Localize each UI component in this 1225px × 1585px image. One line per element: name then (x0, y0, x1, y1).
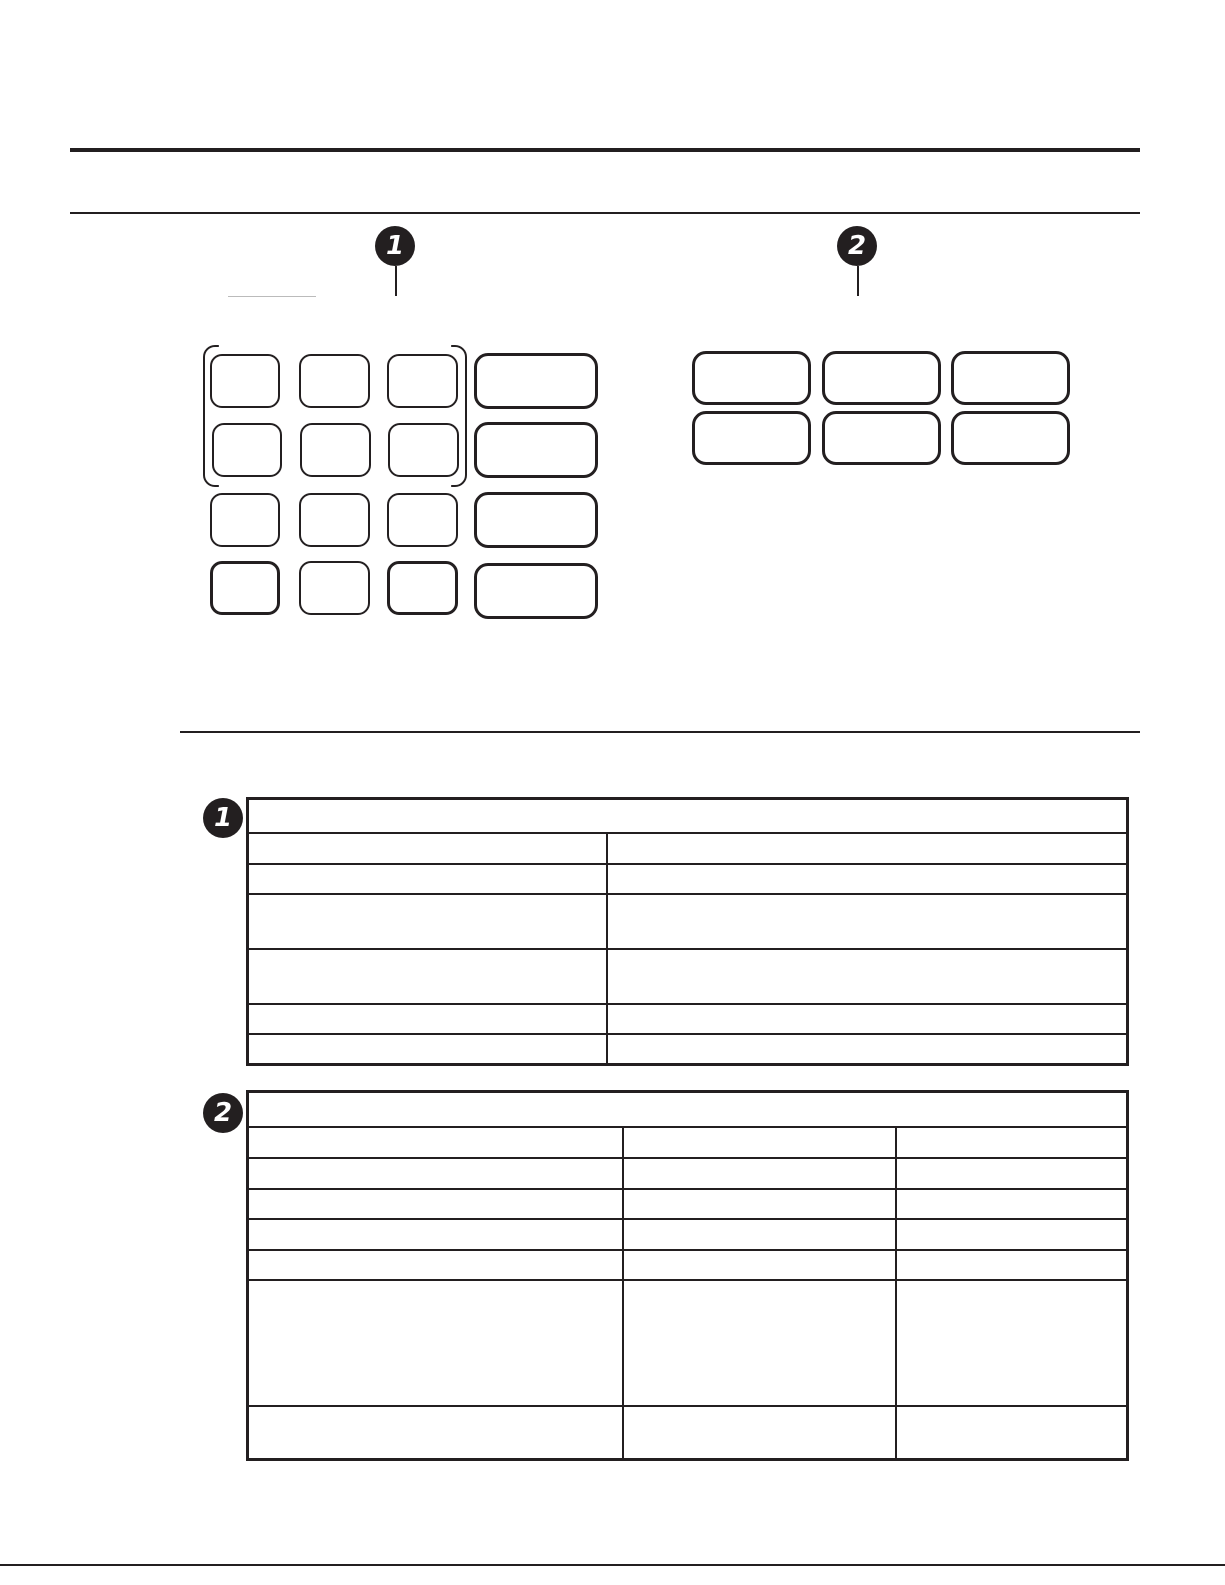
table-2-cell (248, 1219, 623, 1250)
table-1-title (248, 799, 1128, 833)
keypad-2-key-5[interactable] (822, 411, 941, 465)
table-2-cell (248, 1280, 623, 1406)
keypad-1-key-9[interactable] (387, 493, 458, 547)
table-2-cell (623, 1406, 896, 1460)
keypad-1-function-key-3[interactable] (474, 492, 598, 548)
header-top-rule (70, 148, 1140, 152)
table-row (248, 1280, 1128, 1406)
table-1-cell (248, 1004, 607, 1034)
table-2-cell (896, 1189, 1128, 1219)
keypad-1-key-5[interactable] (300, 423, 371, 477)
keypad-1-key-2[interactable] (299, 354, 370, 408)
callout-2-badge: 2 (837, 226, 877, 266)
table-1-cell (248, 864, 607, 894)
table-1-cell (607, 949, 1128, 1004)
table-2-cell (623, 1280, 896, 1406)
table-2-cell (248, 1127, 623, 1158)
table-1-cell (248, 894, 607, 949)
table-2-badge: 2 (203, 1093, 243, 1133)
callout-2-stem (857, 266, 859, 296)
keypad-2-key-2[interactable] (822, 351, 941, 405)
table-2-cell (896, 1406, 1128, 1460)
table-row (248, 1406, 1128, 1460)
keypad-1-key-6[interactable] (388, 423, 459, 477)
keypad-1-key-12[interactable] (387, 561, 458, 615)
keypad-1-function-key-4[interactable] (474, 563, 598, 619)
table-2-cell (896, 1127, 1128, 1158)
table-2-cell (248, 1406, 623, 1460)
keypad-2-key-4[interactable] (692, 411, 811, 465)
table-1-cell (607, 864, 1128, 894)
keypad-1-key-3[interactable] (387, 354, 458, 408)
callout-1-badge: 1 (375, 226, 415, 266)
table-1-cell (607, 1004, 1128, 1034)
table-1-cell (607, 833, 1128, 864)
table-row (248, 864, 1128, 894)
keypad-1-key-7[interactable] (210, 493, 280, 547)
keypad-1-function-key-2[interactable] (474, 422, 598, 478)
table-row (248, 1004, 1128, 1034)
table-1-cell (607, 894, 1128, 949)
keypad-2-key-6[interactable] (951, 411, 1070, 465)
table-row (248, 894, 1128, 949)
table-1 (246, 797, 1129, 1066)
table-2-title (248, 1092, 1128, 1127)
table-2-cell (623, 1189, 896, 1219)
table-2-cell (248, 1189, 623, 1219)
footer-rule (0, 1564, 1225, 1566)
table-row (248, 1250, 1128, 1280)
table-2-cell (896, 1219, 1128, 1250)
table-row (248, 949, 1128, 1004)
keypad-1-key-1[interactable] (210, 354, 280, 408)
keypad-1-caption-rule (228, 296, 316, 297)
table-2-cell (896, 1158, 1128, 1189)
table-row (248, 1034, 1128, 1065)
table-2-cell (623, 1219, 896, 1250)
keypad-1-key-4[interactable] (212, 423, 282, 477)
table-2-cell (896, 1280, 1128, 1406)
table-2-cell (623, 1250, 896, 1280)
keypad-2-key-3[interactable] (951, 351, 1070, 405)
table-2-cell (896, 1250, 1128, 1280)
table-row (248, 1189, 1128, 1219)
callout-1-stem (395, 266, 397, 296)
keypad-1-key-11[interactable] (299, 561, 370, 615)
table-1-badge: 1 (203, 798, 243, 838)
table-2 (246, 1090, 1129, 1461)
table-1-cell (607, 1034, 1128, 1065)
table-row (248, 1127, 1128, 1158)
table-row (248, 833, 1128, 864)
keypad-2-key-1[interactable] (692, 351, 811, 405)
keypad-1-key-10[interactable] (210, 561, 280, 615)
table-2-cell (248, 1158, 623, 1189)
table-2-cell (248, 1250, 623, 1280)
table-row (248, 1219, 1128, 1250)
table-1-cell (248, 1034, 607, 1065)
keypad-1-key-8[interactable] (299, 493, 370, 547)
section-divider (180, 731, 1140, 733)
table-2-cell (623, 1127, 896, 1158)
header-bottom-rule (70, 212, 1140, 214)
table-row (248, 1158, 1128, 1189)
keypad-1-function-key-1[interactable] (474, 353, 598, 409)
table-1-cell (248, 833, 607, 864)
table-1-cell (248, 949, 607, 1004)
table-2-cell (623, 1158, 896, 1189)
